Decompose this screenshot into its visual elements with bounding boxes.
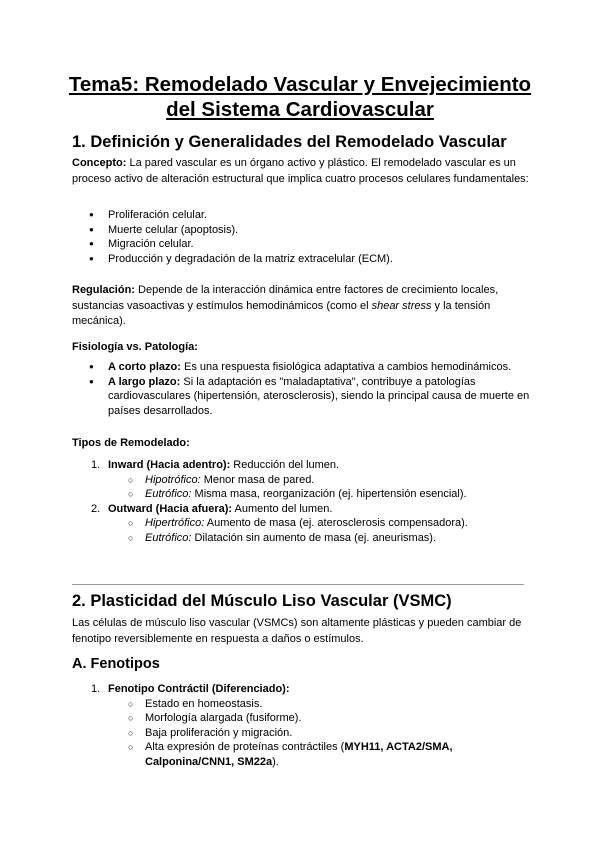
list-item: ○ Morfología alargada (fusiforme). bbox=[108, 711, 532, 726]
list-item: ○ Alta expresión de proteínas contráctiles (MYH11, ACTA2/SMA, Calponina/CNN1, SM22a). bbox=[108, 740, 532, 769]
list-item: 1. Fenotipo Contráctil (Diferenciado): ○ Estado en homeostasis. ○ Morfología alargada (fusiforme). ○ Baja proliferación y migración. ○ Alta expresión de proteínas contráctiles (MYH11, ACTA2/SMA, Calponina/CNN1, SM22a). bbox=[72, 682, 532, 769]
section-1-heading: 1. Definición y Generalidades del Remodelado Vascular bbox=[72, 133, 507, 151]
section-divider bbox=[72, 584, 524, 585]
list-item: ○ Eutrófico: Misma masa, reorganización (ej. hipertensión esencial). bbox=[108, 487, 532, 502]
procesos-list bbox=[72, 208, 532, 266]
subtipos-list bbox=[108, 473, 532, 502]
document-title: Tema5: Remodelado Vascular y Envejecimiento del Sistema Cardiovascular bbox=[68, 73, 532, 121]
vsmc-intro-paragraph: Las células de músculo liso vascular (VSMCs) son altamente plásticas y pueden cambiar de fenotipo reversiblemente en respuesta a daños o estímulos. bbox=[72, 617, 522, 645]
list-item: ● A corto plazo: Es una respuesta fisiológica adaptativa a cambios hemodinámicos. bbox=[72, 360, 532, 375]
list-item: ○ Estado en homeostasis. bbox=[108, 697, 532, 712]
tipos-list bbox=[72, 458, 532, 545]
tipo-label: Inward (Hacia adentro): bbox=[108, 459, 231, 471]
proteinas-contractiles: MYH11, ACTA2/SMA, Calponina/CNN1, SM22a bbox=[145, 741, 453, 768]
regulacion-label: Regulación: bbox=[72, 284, 135, 296]
fenotipo-label: Fenotipo Contráctil (Diferenciado): bbox=[108, 683, 290, 695]
list-item: ● A largo plazo: Si la adaptación es "maladaptativa", contribuye a patologías cardiovasculares (hipertensión, aterosclerosis), siendo la principal causa de muerte en países desarrollados. bbox=[72, 375, 532, 419]
list-item: ● Proliferación celular. bbox=[72, 208, 532, 223]
fenotipos-list bbox=[72, 682, 532, 769]
list-item: ● Migración celular. bbox=[72, 237, 532, 252]
list-item: ○ Eutrófico: Dilatación sin aumento de masa (ej. aneurismas). bbox=[108, 531, 532, 546]
list-item: ● Producción y degradación de la matriz extracelular (ECM). bbox=[72, 252, 532, 267]
tipos-heading: Tipos de Remodelado: bbox=[72, 437, 190, 449]
list-item: ○ Hipertrófico: Aumento de masa (ej. aterosclerosis compensadora). bbox=[108, 516, 532, 531]
section-2-heading: 2. Plasticidad del Músculo Liso Vascular (VSMC) bbox=[72, 592, 452, 610]
fenotipo-features-list bbox=[108, 697, 532, 770]
tipo-label: Outward (Hacia afuera): bbox=[108, 502, 233, 515]
fisiologia-list bbox=[72, 360, 532, 418]
regulacion-text-end: y la tensión mecánica). bbox=[72, 299, 491, 327]
regulacion-text: Depende de la interacción dinámica entre factores de crecimiento locales, sustancias vasoactivas y estímulos hemodinámicos (como el bbox=[72, 284, 499, 312]
list-item: 1. Inward (Hacia adentro): Reducción del lumen. ○ Hipotrófico: Menor masa de pared. ○ Eutrófico: Misma masa, reorganización (ej. hipertensión esencial). bbox=[72, 458, 532, 502]
fenotipos-heading: A. Fenotipos bbox=[72, 656, 160, 672]
fisiologia-heading: Fisiología vs. Patología: bbox=[72, 341, 198, 353]
concepto-paragraph bbox=[72, 156, 532, 187]
list-item: 2. Outward (Hacia afuera): Aumento del lumen. ○ Hipertrófico: Aumento de masa (ej. aterosclerosis compensadora). ○ Eutrófico: Dilatación sin aumento de masa (ej. aneurismas). bbox=[72, 502, 532, 546]
list-item: ○ Baja proliferación y migración. bbox=[108, 726, 532, 741]
concepto-label: Concepto: bbox=[72, 157, 127, 169]
list-item: ○ Hipotrófico: Menor masa de pared. bbox=[108, 473, 532, 488]
concepto-text: La pared vascular es un órgano activo y plástico. El remodelado vascular es un proceso activo de alteración estructural que implica cuatro procesos celulares fundamentales: bbox=[72, 157, 529, 185]
list-item: ● Muerte celular (apoptosis). bbox=[72, 223, 532, 238]
subtipos-list bbox=[108, 516, 532, 545]
shear-stress-term: shear stress bbox=[371, 299, 432, 312]
regulacion-paragraph bbox=[72, 283, 532, 330]
